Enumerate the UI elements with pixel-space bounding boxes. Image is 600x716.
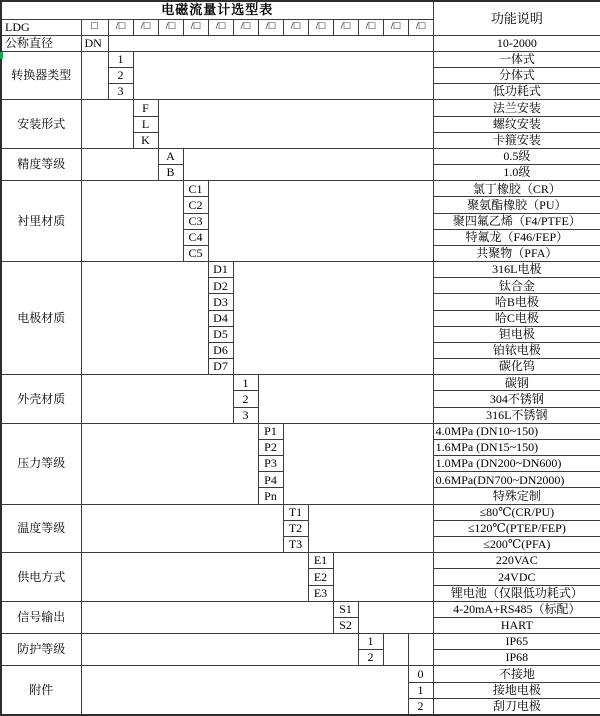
function-value: 304不锈钢	[433, 391, 600, 407]
filler-left	[81, 51, 108, 100]
option-code: 3	[108, 84, 133, 100]
option-code: S2	[333, 617, 358, 633]
category-label: 信号输出	[1, 601, 81, 633]
function-value: 钛合金	[433, 278, 600, 294]
function-value: 特氟龙（F46/FEP）	[433, 229, 600, 245]
category-label: 附件	[1, 666, 81, 715]
function-value: 0.6MPa(DN700~DN2000)	[433, 472, 600, 488]
option-code: D5	[208, 326, 233, 342]
function-value: 螺纹安装	[433, 116, 600, 132]
function-value: 4-20mA+RS485（标配）	[433, 601, 600, 617]
function-value: 不接地	[433, 666, 600, 682]
function-value: 聚四氟乙烯（F4/PTFE）	[433, 213, 600, 229]
filler-right	[308, 504, 433, 553]
function-value: HART	[433, 617, 600, 633]
filler-right	[133, 51, 433, 100]
option-code: 2	[358, 650, 383, 666]
function-value: 10-2000	[433, 35, 600, 51]
option-code: T2	[283, 520, 308, 536]
filler-left	[81, 181, 183, 262]
option-code: 1	[358, 634, 383, 650]
function-value: ≤200℃(PFA)	[433, 537, 600, 553]
function-value: 1.6MPa (DN15~150)	[433, 439, 600, 455]
function-value: 法兰安装	[433, 100, 600, 116]
function-column-header: 功能说明	[433, 1, 600, 35]
option-code: T3	[283, 537, 308, 553]
category-label: 安装形式	[1, 100, 81, 149]
function-value: 316L电极	[433, 262, 600, 278]
option-code: C5	[183, 245, 208, 261]
category-label: 精度等级	[1, 148, 81, 180]
option-code: D7	[208, 359, 233, 375]
option-code: D3	[208, 294, 233, 310]
green-artifact-mark	[0, 52, 3, 59]
function-value: 0.5级	[433, 148, 600, 164]
filler-step	[383, 634, 408, 666]
option-code: D2	[208, 278, 233, 294]
filler-left	[81, 100, 133, 149]
option-code: 1	[233, 375, 258, 391]
category-label: 防护等级	[1, 634, 81, 666]
function-value: 氯丁橡胶（CR）	[433, 181, 600, 197]
filler-right	[258, 375, 433, 424]
option-code: P3	[258, 456, 283, 472]
function-value: 220VAC	[433, 553, 600, 569]
option-code: D4	[208, 310, 233, 326]
option-code: S1	[333, 601, 358, 617]
function-value: 特殊定制	[433, 488, 600, 504]
function-value: 碳钢	[433, 375, 600, 391]
function-value: 聚氨酯橡胶（PU）	[433, 197, 600, 213]
function-value: 接地电极	[433, 682, 600, 698]
model-code-box: □	[81, 19, 108, 35]
function-value: 共聚物（PFA）	[433, 245, 600, 261]
filler-left	[81, 601, 333, 633]
function-value: 锂电池（仅限低功耗式）	[433, 585, 600, 601]
model-slot-box: /□	[133, 19, 158, 35]
option-code: Pn	[258, 488, 283, 504]
filler-right	[233, 262, 433, 375]
filler-right	[358, 601, 433, 633]
function-value: 一体式	[433, 51, 600, 67]
filler-right	[208, 181, 433, 262]
model-slot-box: /□	[233, 19, 258, 35]
filler-left	[81, 262, 208, 375]
function-value: ≤80℃(CR/PU)	[433, 504, 600, 520]
function-value: IP65	[433, 634, 600, 650]
model-slot-box: /□	[308, 19, 333, 35]
option-code: E3	[308, 585, 333, 601]
filler-right	[183, 148, 433, 180]
category-label: 转换器类型	[1, 51, 81, 100]
function-value: 哈B电极	[433, 294, 600, 310]
function-value: 1.0MPa (DN200~DN600)	[433, 456, 600, 472]
function-value: ≤120℃(PTEP/FEP)	[433, 520, 600, 536]
option-code: C3	[183, 213, 208, 229]
function-value: 碳化钨	[433, 359, 600, 375]
option-code: D6	[208, 342, 233, 358]
option-code: 2	[108, 68, 133, 84]
option-code: L	[133, 116, 158, 132]
option-code: P4	[258, 472, 283, 488]
category-label: 供电方式	[1, 553, 81, 602]
model-slot-box: /□	[383, 19, 408, 35]
empty-span	[108, 35, 433, 51]
filler-left	[81, 666, 408, 715]
option-code: 1	[108, 51, 133, 67]
category-label: 公称直径	[1, 35, 81, 51]
option-code: F	[133, 100, 158, 116]
category-label: 压力等级	[1, 423, 81, 504]
filler-right	[333, 553, 433, 602]
function-value: 1.0级	[433, 165, 600, 181]
model-code-prefix: LDG	[1, 19, 81, 35]
option-code: E2	[308, 569, 333, 585]
table-title: 电磁流量计选型表	[1, 1, 433, 19]
filler-left	[81, 148, 158, 180]
function-value: 卡箍安装	[433, 132, 600, 148]
option-code: C1	[183, 181, 208, 197]
function-value: 316L不锈钢	[433, 407, 600, 423]
filler-right	[408, 634, 433, 666]
option-code: P2	[258, 439, 283, 455]
option-code: P1	[258, 423, 283, 439]
model-slot-box: /□	[158, 19, 183, 35]
category-label: 衬里材质	[1, 181, 81, 262]
function-value: 刮刀电极	[433, 698, 600, 715]
option-code: C4	[183, 229, 208, 245]
option-code: B	[158, 165, 183, 181]
filler-left	[81, 634, 358, 666]
model-slot-box: /□	[283, 19, 308, 35]
model-slot-box: /□	[108, 19, 133, 35]
option-code: 0	[408, 666, 433, 682]
function-value: 铂铱电极	[433, 342, 600, 358]
option-code: D1	[208, 262, 233, 278]
option-code: A	[158, 148, 183, 164]
model-slot-box: /□	[333, 19, 358, 35]
option-code: T1	[283, 504, 308, 520]
option-code: 3	[233, 407, 258, 423]
function-value: 分体式	[433, 68, 600, 84]
filler-right	[283, 423, 433, 504]
selection-table-body	[1, 1, 600, 715]
category-label: 外壳材质	[1, 375, 81, 424]
function-value: 哈C电极	[433, 310, 600, 326]
filler-left	[81, 423, 258, 504]
model-slot-box: /□	[183, 19, 208, 35]
model-slot-box: /□	[408, 19, 433, 35]
function-value: 24VDC	[433, 569, 600, 585]
model-slot-box: /□	[258, 19, 283, 35]
option-code: E1	[308, 553, 333, 569]
model-slot-box: /□	[358, 19, 383, 35]
filler-left	[81, 504, 283, 553]
function-value: 4.0MPa (DN10~150)	[433, 423, 600, 439]
category-label: 温度等级	[1, 504, 81, 553]
option-code: K	[133, 132, 158, 148]
option-code: 2	[408, 698, 433, 715]
model-slot-box: /□	[208, 19, 233, 35]
function-value: IP68	[433, 650, 600, 666]
filler-left	[81, 553, 308, 602]
option-code: 1	[408, 682, 433, 698]
option-code: 2	[233, 391, 258, 407]
option-code: DN	[81, 35, 108, 51]
category-label: 电极材质	[1, 262, 81, 375]
filler-left	[81, 375, 233, 424]
filler-right	[158, 100, 433, 149]
function-value: 低功耗式	[433, 84, 600, 100]
option-code: C2	[183, 197, 208, 213]
function-value: 钽电极	[433, 326, 600, 342]
